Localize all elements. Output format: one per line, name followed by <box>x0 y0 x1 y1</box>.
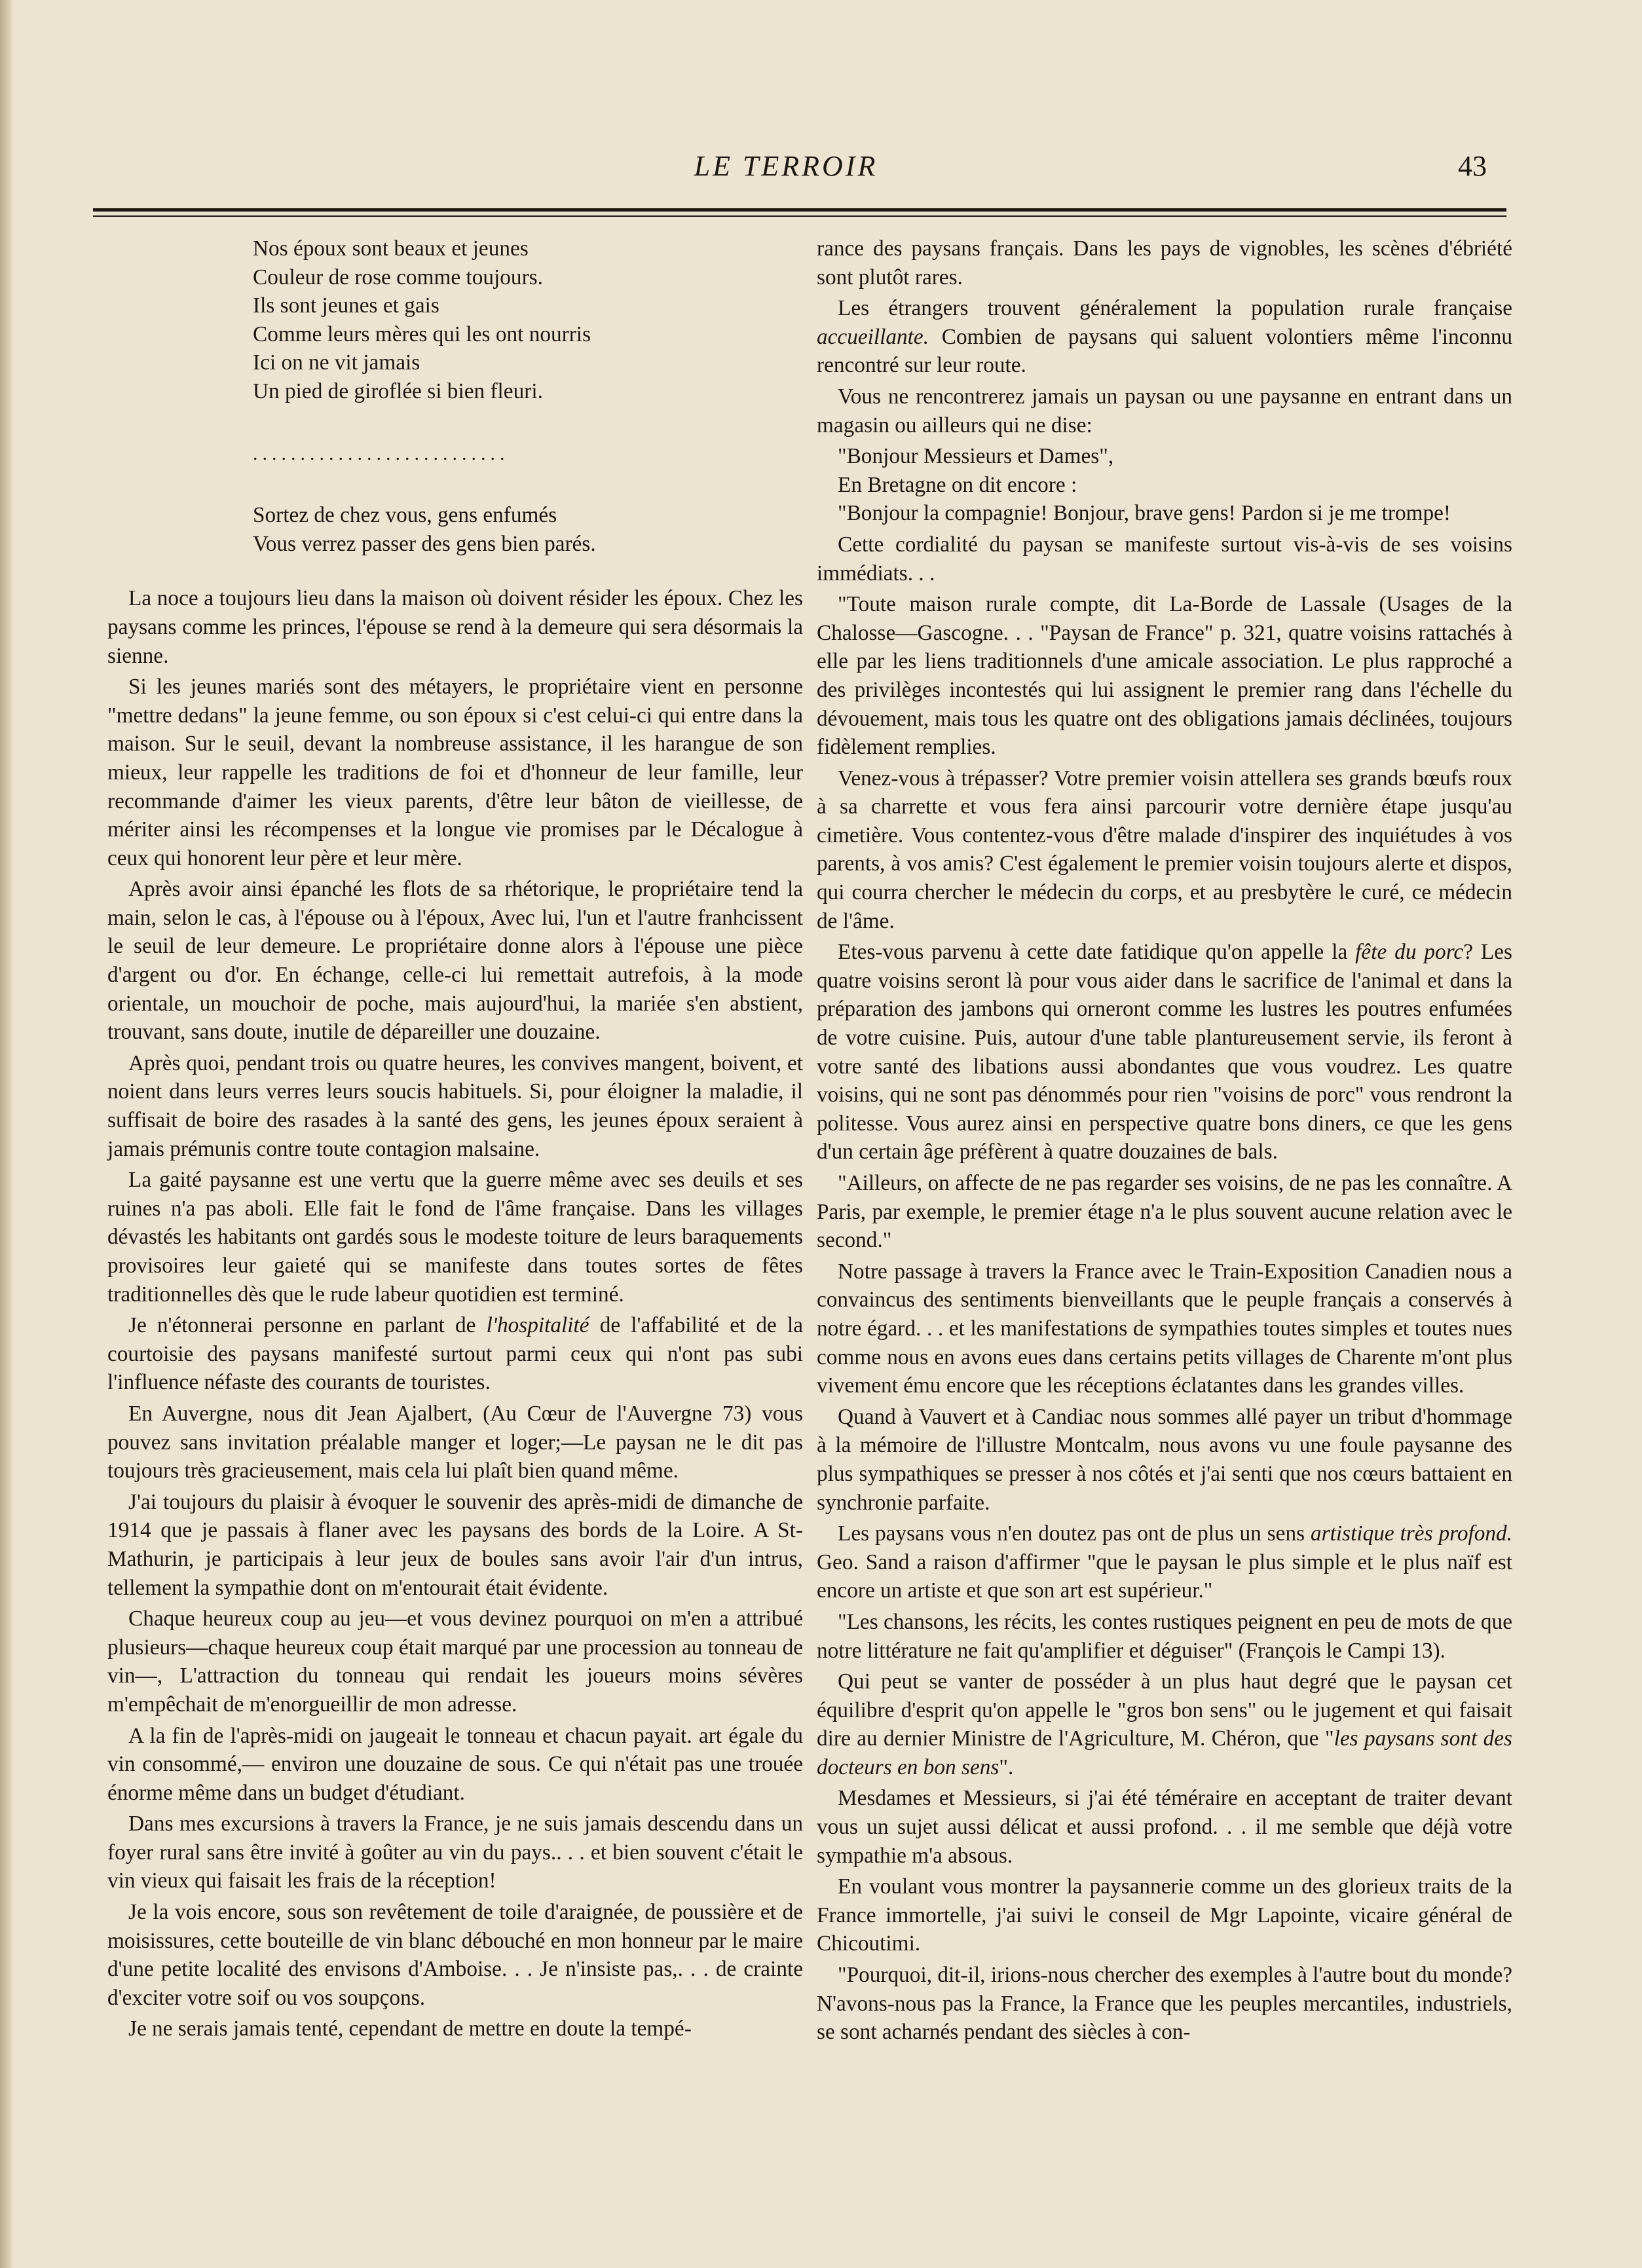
paragraph-artistic <box>817 1519 1512 1605</box>
greeting-quote: "Bonjour Messieurs et Dames", <box>838 444 1114 469</box>
paragraph: Notre passage à travers la France avec le Train-Exposition Canadien nous a convaincus des sentiments bienveillants que le peuple français a conservés à notre égard. . . et les manifestations de sympathies toutes simples et toutes nues comme nous en avons eues dans certains petits villages de Charente m'ont plus vivement ému encore que les réceptions éclatantes dans les grandes villes. <box>817 1259 1512 1398</box>
text-run: Combien de paysans qui saluent volontiers même l'inconnu rencontré sur leur route. <box>817 324 1512 378</box>
emphasis-text: l'hospitalité <box>486 1313 589 1338</box>
page-edge <box>0 0 12 2268</box>
paragraph-good-sense <box>817 1667 1512 1781</box>
emphasis-text: artistique très profond. <box>1311 1521 1512 1546</box>
poem-line: Nos époux sont beaux et jeunes <box>253 236 529 261</box>
greeting-quote: "Bonjour la compagnie! Bonjour, brave gens! Pardon si je me trompe! <box>838 501 1451 526</box>
text-run: Je n'étonnerai personne en parlant de <box>128 1313 487 1338</box>
paragraph: Venez-vous à trépasser? Votre premier voisin attellera ses grands bœufs roux à sa charrette et vous fera ainsi parcourir votre dernière étape jusqu'au cimetière. Vous contentez-vous d'être malade d'inspirer des inquiétudes à vos parents, à vos amis? C'est également le premier voisin toujours alerte et dispos, qui courra chercher le médecin du corps, et au presbytère le curé, ce médecin de l'âme. <box>817 766 1512 933</box>
text-run: ? Les quatre voisins seront là pour vous aider dans le sacrifice de l'animal et dans la préparation des jambons qui orneront comme les lustres les poutres enfumées de votre cuisine. Puis, autour d'une table plantureusement servie, ils feront à votre santé des libations aussi abondantes que vous voudrez. Les quatre voisins, qui ne sont pas dénommés pour rien "voisins de porc" vous rendront la politesse. Vous aurez ainsi en perspective quatre bons diners, ce que les gens d'un certain âge préfèrent à quatre douzaines de bals. <box>817 940 1512 1164</box>
right-column <box>817 234 1512 2049</box>
emphasis-text: accueillante. <box>817 324 929 349</box>
paragraph: "Toute maison rurale compte, dit La-Borde de Lassale (Usages de la Chalosse—Gascogne. . . "Paysan de France" p. 321, quatre voisins rattachés à elle par les liens traditionnels d'une amicale association. Le plus rapproché a des privilèges incontestés qui lui assignent le premier rang dans l'échelle du dévouement, mais tous les quatre ont des obligations jamais déclinées, toujours fidèlement remplies. <box>817 592 1512 760</box>
poem-line: Couleur de rose comme toujours. <box>253 265 543 289</box>
poem-line: Sortez de chez vous, gens enfumés <box>253 503 557 528</box>
paragraph: "Pourquoi, dit-il, irions-nous chercher des exemples à l'autre bout du monde? N'avons-nous pas la France, la France que les peuples mercantiles, industriels, se sont acharnés pendant des siècles à con- <box>817 1963 1512 2045</box>
poem-stanza-2 <box>253 501 803 558</box>
poem-line: Ici on ne vit jamais <box>253 350 420 375</box>
paragraph: Après avoir ainsi épanché les flots de sa rhétorique, le propriétaire tend la main, selon le cas, à l'épouse ou à l'époux, Avec lui, l'un et l'autre franhcissent le seuil de leur demeure. Le propriétaire donne alors à l'épouse une pièce d'argent ou d'or. En échange, celle-ci lui remettait autrefois, à la mode orientale, un mouchoir de poche, mais aujourd'hui, la mariée s'en abstient, trouvant, sans doute, inutile de dépareiller une douzaine. <box>107 877 803 1045</box>
paragraph: Si les jeunes mariés sont des métayers, le propriétaire vient en personne "mettre dedans" la jeune femme, ou son époux si c'est celui-ci qui entre dans la maison. Sur le seuil, devant la nombreuse assistance, il les harangue de son mieux, leur rappelle les traditions de foi et d'honneur de leur famille, leur recommande d'aimer les vieux parents, d'être leur bâton de vieillesse, de mériter ainsi les récompenses et la longue vie promises par le Décalogue à ceux qui honorent leur père et leur mère. <box>107 675 803 870</box>
greeting-quote: En Bretagne on dit encore : <box>838 472 1077 497</box>
paragraph: J'ai toujours du plaisir à évoquer le souvenir des après-midi de dimanche de 1914 que je passais à flaner avec les paysans des bords de la Loire. A St-Mathurin, je participais à leur jeux de boules sans avoir l'air d'un intrus, tellement la sympathie dont on m'entourait était évidente. <box>107 1489 803 1600</box>
paragraph: "Ailleurs, on affecte de ne pas regarder ses voisins, de ne pas les connaître. A Paris, par exemple, le premier étage n'a le plus souvent aucune relation avec le second." <box>817 1171 1512 1253</box>
poem-line: Ils sont jeunes et gais <box>253 293 439 318</box>
emphasis-text: fête du porc <box>1355 940 1464 965</box>
paragraph: Chaque heureux coup au jeu—et vous devinez pourquoi on m'en a attribué plusieurs—chaque heureux coup était marqué par une procession au tonneau de vin—, L'attraction du tonneau qui rendait les joueurs moins sévères m'empêchait de m'enorgueillir de mon adresse. <box>107 1607 803 1717</box>
poem <box>107 234 803 558</box>
paragraph-continuation: rance des paysans français. Dans les pays de vignobles, les scènes d'ébriété sont plutôt rares. <box>817 236 1512 289</box>
poem-line: Vous verrez passer des gens bien parés. <box>253 531 596 556</box>
left-column <box>107 234 803 2046</box>
paragraph: Mesdames et Messieurs, si j'ai été téméraire en acceptant de traiter devant vous un sujet aussi délicat et aussi profond. . . il me semble que déjà votre sympathie m'a absous. <box>817 1786 1512 1868</box>
paragraph-pig-day <box>817 938 1512 1166</box>
paragraph: Après quoi, pendant trois ou quatre heures, les convives mangent, boivent, et noient dans leurs verres leurs soucis habituels. Si, pour éloigner la maladie, il suffisait de boire des rasades à la santé des gens, les jeunes époux seraient à jamais prémunis contre toute contagion malsaine. <box>107 1050 803 1161</box>
poem-line: Comme leurs mères qui les ont nourris <box>253 322 591 346</box>
text-run: Les étrangers trouvent généralement la population rurale française <box>838 296 1512 321</box>
header-rule-thick <box>93 208 1506 212</box>
page-number: 43 <box>1458 150 1487 182</box>
emphasis-text: les paysans sont des docteurs en bon sens <box>817 1726 1513 1779</box>
text-run: Etes-vous parvenu à cette date fatidique qu'on appelle la <box>838 940 1356 965</box>
paragraph-welcoming <box>817 294 1512 380</box>
paragraph: La noce a toujours lieu dans la maison où doivent résider les époux. Chez les paysans comme les princes, l'épouse se rend à la demeure qui sera désormais la sienne. <box>107 586 803 668</box>
header-rule-thin <box>93 215 1506 217</box>
paragraph: Cette cordialité du paysan se manifeste surtout vis-à-vis de ses voisins immédiats. . . <box>817 532 1512 586</box>
paragraph: Vous ne rencontrerez jamais un paysan ou une paysanne en entrant dans un magasin ou ailleurs qui ne dise: <box>817 384 1512 437</box>
stanza-gap <box>253 406 803 436</box>
paragraph: Je ne serais jamais tenté, cependant de mettre en doute la tempé- <box>128 2017 692 2041</box>
paragraph: En voulant vous montrer la paysannerie comme un des glorieux traits de la France immortelle, j'ai suivi le conseil de Mgr Lapointe, vicaire général de Chicoutimi. <box>817 1874 1512 1956</box>
prose-gap <box>107 558 803 584</box>
text-run: Qui peut se vanter de posséder à un plus haut degré que le paysan cet équilibre d'esprit qu'on appelle le "gros bon sens" ou le jugement et qui faisait dire au dernier Ministre de l'Agriculture, M. Chéron, que " <box>817 1669 1512 1751</box>
text-run: Geo. Sand a raison d'affirmer "que le paysan le plus simple et le plus naïf est encore un artiste et que son art est supérieur." <box>817 1550 1512 1603</box>
paragraph: "Les chansons, les récits, les contes rustiques peignent en peu de mots de que notre littérature ne fait qu'amplifier et déguiser" (François le Campi 13). <box>817 1609 1512 1663</box>
running-head-title: LE TERROIR <box>694 150 878 182</box>
paragraph: Je la vois encore, sous son revêtement de toile d'araignée, de poussière et de moisissures, cette bouteille de vin blanc débouché en mon honneur par le maire d'une petite localité des envisons d'Amboise. . . Je n'insiste pas,. . . de crainte d'exciter votre soif ou vos soupçons. <box>107 1900 803 2010</box>
text-run: Les paysans vous n'en doutez pas ont de plus un sens <box>838 1521 1311 1546</box>
paragraph: En Auvergne, nous dit Jean Ajalbert, (Au Cœur de l'Auvergne 73) vous pouvez sans invitation préalable manger et loger;—Le paysan ne le dit pas toujours très gracieusement, mais cela lui plaît bien quand même. <box>107 1401 803 1483</box>
paragraph: Dans mes excursions à travers la France, je ne suis jamais descendu dans un foyer rural sans être invité à goûter au vin du pays.. . . et bien souvent c'était le vin vieux qui faisait les frais de la réception! <box>107 1812 803 1893</box>
text-run: ". <box>999 1755 1014 1779</box>
paragraph: La gaité paysanne est une vertu que la guerre même avec ses deuils et ses ruines n'a pas aboli. Elle fait le fond de l'âme française. Dans les villages dévastés les habitants ont gardés sous le modeste toiture de leurs baraquements provisoires leur gaieté qui se manifeste dans toutes sortes de fêtes traditionnelles dès que le rude labeur quotidien est terminé. <box>107 1168 803 1307</box>
poem-stanza-1 <box>253 234 803 406</box>
ellipsis-separator: ........................... <box>253 442 510 464</box>
paragraph: A la fin de l'après-midi on jaugeait le tonneau et chacun payait. art égale du vin consommé,— environ une douzaine de sous. Ce qui n'était pas une trouée énorme même dans un budget d'étudiant. <box>107 1723 803 1805</box>
paragraph: Quand à Vauvert et à Candiac nous sommes allé payer un tribut d'hommage à la mémoire de l'illustre Montcalm, nous avons vu une foule paysanne des plus sympathiques se presser à nos côtés et j'ai senti que nos cœurs battaient en synchronie parfaite. <box>817 1404 1512 1515</box>
stanza-gap <box>253 472 803 501</box>
text-run: de l'affabilité et de la courtoisie des paysans manifesté surtout parmi ceux qui n'ont pas subi l'influence néfaste des courants de touristes. <box>107 1313 803 1395</box>
poem-line: Un pied de giroflée si bien fleuri. <box>253 379 543 403</box>
paragraph-hospitality <box>107 1311 803 1397</box>
